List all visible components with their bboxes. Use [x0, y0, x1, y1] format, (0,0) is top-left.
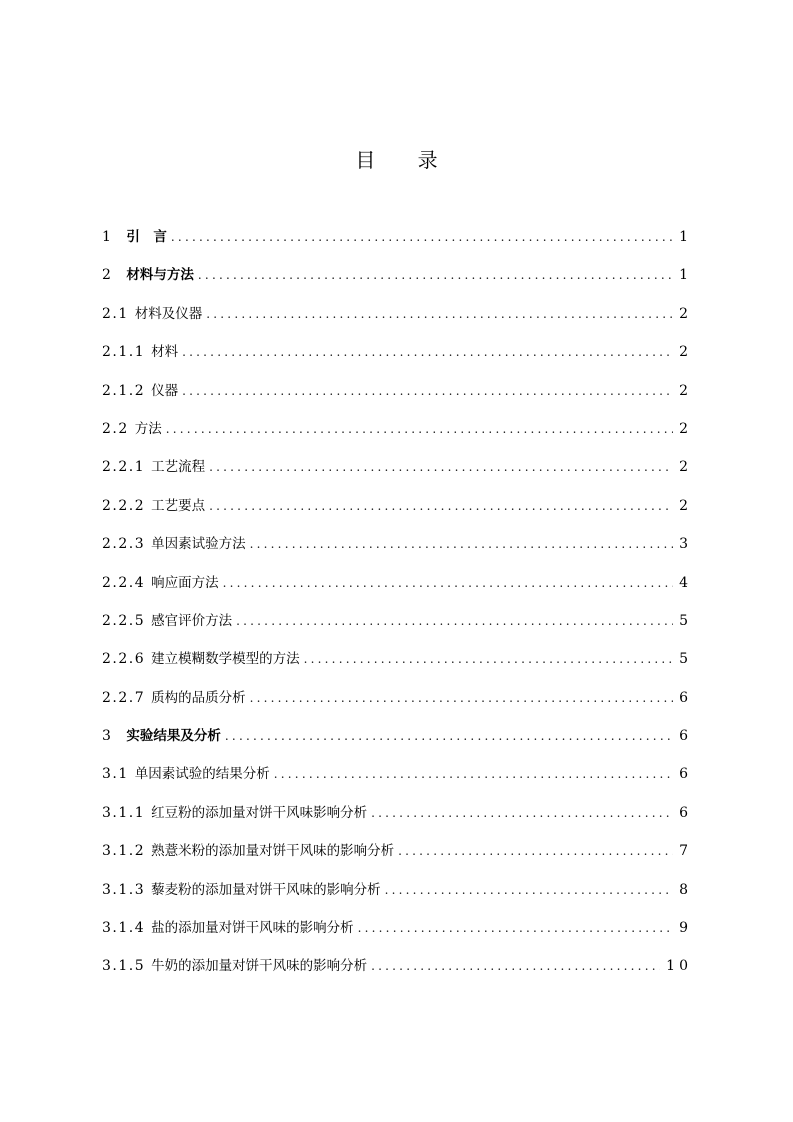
toc-entry[interactable] — [102, 725, 692, 763]
toc-entry-label: 建立模糊数学模型的方法 — [151, 651, 300, 668]
toc-entry-label: 响应面方法 — [151, 574, 219, 591]
toc-dot-leader — [371, 955, 660, 977]
toc-entry[interactable] — [102, 303, 692, 341]
toc-entry-page-number: 2 — [679, 420, 692, 437]
toc-entry-page-number: 2 — [679, 382, 692, 399]
toc-dot-leader — [182, 341, 673, 363]
toc-entry[interactable] — [102, 380, 692, 418]
toc-entry-number: 2.2 — [102, 420, 129, 437]
toc-entry[interactable] — [102, 456, 692, 494]
toc-entry[interactable] — [102, 341, 692, 379]
toc-entry-label: 材料 — [151, 344, 179, 361]
toc-entry-label: 材料及仪器 — [134, 305, 203, 322]
toc-dot-leader — [358, 917, 673, 939]
toc-entry[interactable] — [102, 840, 692, 878]
toc-entry-label: 仪器 — [151, 382, 179, 399]
toc-entry-number: 2.2.7 — [102, 689, 146, 706]
toc-entry[interactable] — [102, 955, 692, 993]
toc-entry-number: 2.2.4 — [102, 574, 146, 591]
toc-entry-number: 2.2.5 — [102, 612, 146, 629]
toc-entry-label: 感官评价方法 — [151, 612, 233, 629]
toc-entry-label: 工艺要点 — [151, 497, 206, 514]
toc-entry-number: 3.1 — [102, 766, 129, 783]
toc-entry-page-number: 10 — [666, 958, 692, 975]
toc-entry-label: 引 言 — [126, 229, 167, 245]
toc-entry-label: 实验结果及分析 — [126, 728, 221, 745]
toc-dot-leader — [209, 456, 673, 478]
toc-entry[interactable] — [102, 264, 692, 302]
toc-entry-page-number: 2 — [679, 305, 692, 322]
toc-dot-leader — [209, 495, 673, 517]
toc-entry-number: 2.2.1 — [102, 459, 146, 476]
toc-entry[interactable] — [102, 226, 692, 264]
toc-dot-leader — [250, 687, 673, 709]
toc-dot-leader — [236, 610, 673, 632]
toc-dot-leader — [304, 648, 673, 670]
toc-entry-page-number: 3 — [679, 536, 692, 553]
toc-entry-page-number: 2 — [679, 497, 692, 514]
toc-entry-number: 3.1.2 — [102, 843, 146, 860]
toc-entry-page-number: 2 — [679, 344, 692, 361]
toc-entry-number: 3 — [102, 728, 113, 745]
toc-entry-page-number: 6 — [679, 689, 692, 706]
toc-entry-number: 2.2.6 — [102, 651, 146, 668]
toc-entry-number: 2 — [102, 267, 113, 284]
toc-entry-page-number: 5 — [679, 612, 692, 629]
toc-entry-page-number: 6 — [679, 728, 692, 745]
toc-dot-leader — [371, 802, 673, 824]
toc-entry-label: 牛奶的添加量对饼干风味的影响分析 — [151, 958, 368, 975]
toc-dot-leader — [198, 264, 673, 286]
toc-dot-leader — [166, 418, 673, 440]
toc-entry-number: 2.1.2 — [102, 382, 146, 399]
toc-dot-leader — [274, 763, 673, 785]
toc-entry[interactable] — [102, 879, 692, 917]
toc-entry-page-number: 9 — [679, 920, 692, 937]
toc-entry-number: 1 — [102, 229, 113, 245]
toc-dot-leader — [225, 725, 673, 747]
toc-entry-label: 质构的品质分析 — [151, 689, 246, 706]
toc-entry-page-number: 6 — [679, 804, 692, 821]
toc-entry[interactable] — [102, 802, 692, 840]
toc-entry-page-number: 1 — [679, 267, 692, 284]
page-title: 目 录 — [355, 148, 456, 172]
toc-entry-label: 工艺流程 — [151, 459, 206, 476]
toc-dot-leader — [223, 572, 673, 594]
toc-entry-page-number: 8 — [679, 881, 692, 898]
toc-entry-label: 红豆粉的添加量对饼干风味影响分析 — [151, 804, 368, 821]
toc-entry-page-number: 1 — [679, 229, 692, 245]
toc-entry-label: 材料与方法 — [126, 267, 194, 284]
toc-dot-leader — [206, 303, 673, 325]
toc-dot-leader — [250, 533, 673, 555]
toc-entry-number: 2.2.2 — [102, 497, 146, 514]
toc-entry-label: 藜麦粉的添加量对饼干风味的影响分析 — [151, 881, 381, 898]
toc-entry-page-number: 4 — [679, 574, 692, 591]
toc-entry[interactable] — [102, 648, 692, 686]
toc-entry-number: 2.2.3 — [102, 536, 146, 553]
toc-entry-number: 3.1.4 — [102, 920, 146, 937]
toc-entry[interactable] — [102, 533, 692, 571]
toc-entry[interactable] — [102, 917, 692, 955]
toc-entry-page-number: 2 — [679, 459, 692, 476]
toc-entry-number: 3.1.1 — [102, 804, 146, 821]
toc-dot-leader — [182, 380, 673, 402]
toc-entry-number: 2.1 — [102, 305, 129, 322]
toc-entry-page-number: 7 — [679, 843, 692, 860]
toc-entry-label: 单因素试验方法 — [151, 536, 246, 553]
toc-entry[interactable] — [102, 572, 692, 610]
toc-entry[interactable] — [102, 495, 692, 533]
table-of-contents — [102, 226, 692, 994]
toc-entry-label: 熟薏米粉的添加量对饼干风味的影响分析 — [151, 843, 395, 860]
toc-entry-page-number: 5 — [679, 651, 692, 668]
toc-entry[interactable] — [102, 763, 692, 801]
toc-entry-page-number: 6 — [679, 766, 692, 783]
toc-dot-leader — [171, 226, 673, 248]
toc-entry-label: 方法 — [134, 420, 162, 437]
toc-entry[interactable] — [102, 687, 692, 725]
toc-dot-leader — [398, 840, 673, 862]
toc-entry-number: 3.1.5 — [102, 958, 146, 975]
toc-entry-number: 2.1.1 — [102, 344, 146, 361]
toc-entry-label: 单因素试验的结果分析 — [134, 766, 270, 783]
toc-entry[interactable] — [102, 610, 692, 648]
toc-entry-number: 3.1.3 — [102, 881, 146, 898]
toc-dot-leader — [385, 879, 673, 901]
toc-entry[interactable] — [102, 418, 692, 456]
toc-entry-label: 盐的添加量对饼干风味的影响分析 — [151, 920, 354, 937]
